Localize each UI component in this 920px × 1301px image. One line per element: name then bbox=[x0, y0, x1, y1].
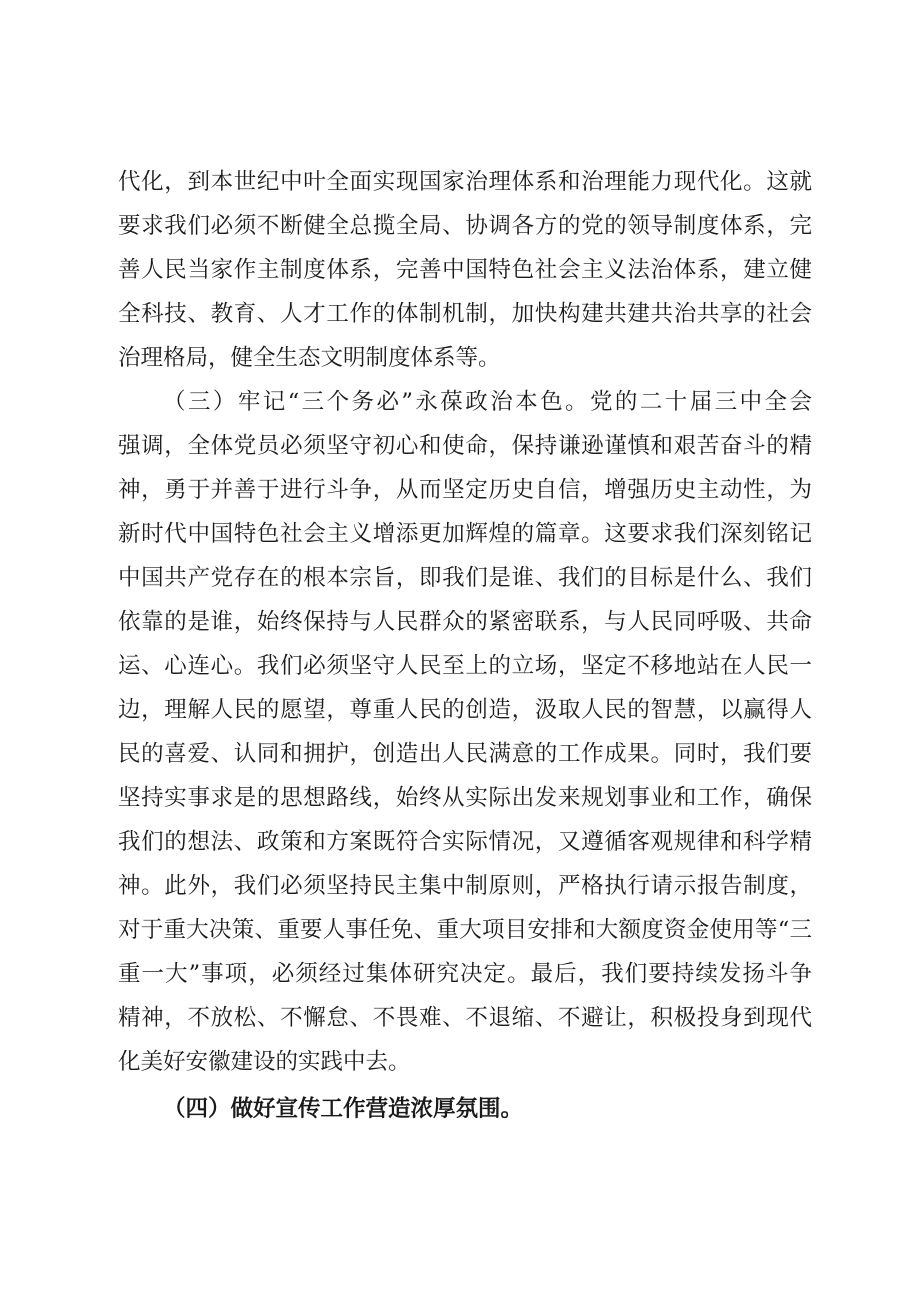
paragraph-2-line-8: 边，理解人民的愿望，尊重人民的创造，汲取人民的智慧，以赢得人 bbox=[118, 697, 812, 723]
paragraph-1-line-2: 要求我们必须不断健全总揽全局、协调各方的党的领导制度体系，完 bbox=[118, 213, 812, 239]
paragraph-2-line-10: 坚持实事求是的思想路线，始终从实际出发来规划事业和工作，确保 bbox=[118, 785, 812, 811]
paragraph-2-line-16: 化美好安徽建设的实践中去。 bbox=[118, 1049, 411, 1075]
paragraph-1-line-3: 善人民当家作主制度体系，完善中国特色社会主义法治体系，建立健 bbox=[118, 257, 812, 283]
paragraph-2-line-3: 神，勇于并善于进行斗争，从而坚定历史自信，增强历史主动性，为 bbox=[118, 477, 812, 503]
paragraph-2-line-4: 新时代中国特色社会主义增添更加辉煌的篇章。这要求我们深刻铭记 bbox=[118, 521, 812, 547]
paragraph-2-line-13: 对于重大决策、重要人事任免、重大项目安排和大额度资金使用等“三 bbox=[118, 917, 812, 943]
paragraph-2-line-12: 神。此外，我们必须坚持民主集中制原则，严格执行请示报告制度， bbox=[118, 873, 812, 899]
section-heading-4: （四）做好宣传工作营造浓厚氛围。 bbox=[163, 1096, 524, 1122]
paragraph-2-line-5: 中国共产党存在的根本宗旨，即我们是谁、我们的目标是什么、我们 bbox=[118, 565, 812, 591]
paragraph-1-line-1: 代化，到本世纪中叶全面实现国家治理体系和治理能力现代化。这就 bbox=[118, 169, 812, 195]
paragraph-1-line-4: 全科技、教育、人才工作的体制机制，加快构建共建共治共享的社会 bbox=[118, 301, 812, 327]
paragraph-2-line-1: （三）牢记“三个务必”永葆政治本色。党的二十届三中全会 bbox=[163, 389, 812, 415]
paragraph-2-line-7: 运、心连心。我们必须坚守人民至上的立场，坚定不移地站在人民一 bbox=[118, 653, 812, 679]
paragraph-1-line-5: 治理格局，健全生态文明制度体系等。 bbox=[118, 345, 501, 371]
paragraph-2-line-6: 依靠的是谁，始终保持与人民群众的紧密联系，与人民同呼吸、共命 bbox=[118, 609, 812, 635]
paragraph-2-line-9: 民的喜爱、认同和拥护，创造出人民满意的工作成果。同时，我们要 bbox=[118, 741, 812, 767]
paragraph-2-line-2: 强调，全体党员必须坚守初心和使命，保持谦逊谨慎和艰苦奋斗的精 bbox=[118, 433, 812, 459]
paragraph-2-line-15: 精神，不放松、不懈怠、不畏难、不退缩、不避让，积极投身到现代 bbox=[118, 1005, 812, 1031]
paragraph-2-line-11: 我们的想法、政策和方案既符合实际情况，又遵循客观规律和科学精 bbox=[118, 829, 812, 855]
paragraph-2-line-14: 重一大”事项，必须经过集体研究决定。最后，我们要持续发扬斗争 bbox=[118, 961, 812, 987]
